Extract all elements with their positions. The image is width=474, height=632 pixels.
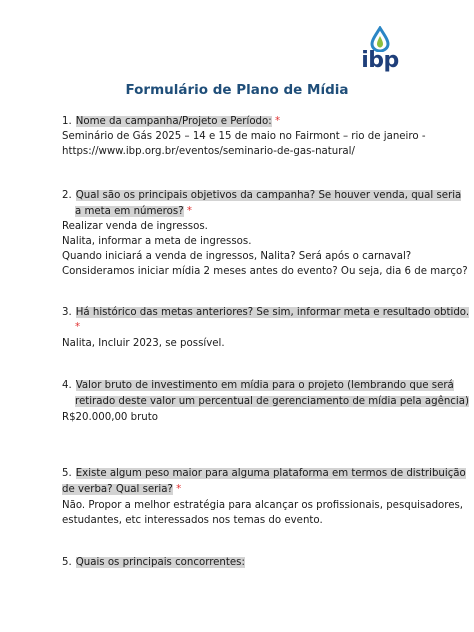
- question-5-label-cont: [62, 482, 181, 497]
- question-1-label: [62, 114, 280, 129]
- question-text: de verba? Qual seria?: [62, 484, 173, 495]
- question-3-label: [62, 305, 469, 320]
- answer-line: Seminário de Gás 2025 – 14 e 15 de maio no Fairmont – rio de janeiro -: [62, 131, 426, 142]
- logo-text: ibp: [361, 48, 399, 73]
- answer-line: estudantes, etc interessados nos temas do evento.: [62, 515, 323, 526]
- ibp-logo: [352, 26, 408, 76]
- question-text: Quais os principais concorrentes:: [75, 557, 245, 568]
- question-number: 2.: [62, 190, 72, 201]
- answer-line: Nalita, informar a meta de ingressos.: [62, 236, 252, 247]
- question-5-label: [62, 466, 466, 481]
- form-title: Formulário de Plano de Mídia: [125, 82, 349, 98]
- required-mark: *: [274, 116, 281, 127]
- answer-line: Quando iniciará a venda de ingressos, Nalita? Será após o carnaval?: [62, 251, 412, 262]
- question-4-label-cont: [75, 394, 469, 409]
- question-text: Há histórico das metas anteriores? Se sim, informar meta e resultado obtido.: [75, 307, 470, 318]
- question-6-label: [62, 555, 245, 570]
- question-number: 5.: [62, 557, 72, 568]
- question-2-label-cont: [75, 204, 192, 219]
- answer-line: Nalita, Incluir 2023, se possível.: [62, 338, 225, 349]
- question-text: retirado deste valor um percentual de gerenciamento de mídia pela agência): [75, 396, 469, 407]
- required-mark: *: [176, 484, 182, 495]
- question-text: Valor bruto de investimento em mídia para o projeto (lembrando que será: [75, 380, 454, 391]
- question-number: 3.: [62, 307, 72, 318]
- question-2-label: [62, 188, 461, 203]
- question-number: 5.: [62, 468, 72, 479]
- question-text: Existe algum peso maior para alguma plataforma em termos de distribuição: [75, 468, 466, 479]
- answer-line: Consideramos iniciar mídia 2 meses antes do evento? Ou seja, dia 6 de março?: [62, 266, 468, 277]
- question-text: a meta em números?: [75, 206, 184, 217]
- answer-line: Não. Propor a melhor estratégia para alcançar os profissionais, pesquisadores,: [62, 500, 464, 511]
- question-number: 4.: [62, 380, 72, 391]
- answer-line: R$20.000,00 bruto: [62, 412, 158, 423]
- question-text: Qual são os principais objetivos da campanha? Se houver venda, qual seria: [75, 190, 462, 201]
- question-text: Nome da campanha/Projeto e Período:: [75, 116, 272, 127]
- required-mark: *: [186, 206, 192, 217]
- answer-line: https://www.ibp.org.br/eventos/seminario-de-gas-natural/: [62, 146, 355, 157]
- required-mark: *: [75, 322, 81, 333]
- answer-line: Realizar venda de ingressos.: [62, 221, 208, 232]
- question-4-label: [62, 378, 454, 393]
- question-number: 1.: [62, 116, 72, 127]
